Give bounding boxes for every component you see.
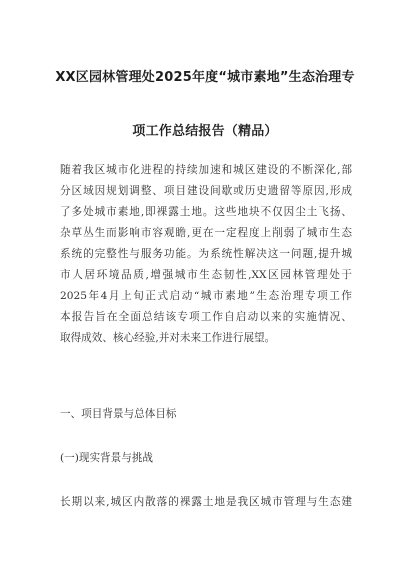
intro-paragraph <box>60 160 352 349</box>
intro-line: 分区域因规划调整、项目建设间歇或历史遗留等原因,形成 <box>60 185 352 197</box>
intro-line: 系统的完整性与服务功能。为系统性解决这一问题,提升城 <box>60 248 352 260</box>
section-heading: 一、项目背景与总体目标 <box>60 408 177 420</box>
document-title-line-1: XX区园林管理处2025年度“城市素地”生态治理专 <box>55 70 355 85</box>
intro-line: 市人居环境品质,增强城市生态韧性,XX区园林管理处于 <box>60 269 352 281</box>
subsection-heading: (一)现实背景与挑战 <box>60 452 154 464</box>
intro-line: 杂草丛生而影响市容观瞻,更在一定程度上削弱了城市生态 <box>60 227 352 239</box>
intro-line: 本报告旨在全面总结该专项工作自启动以来的实施情况、 <box>60 311 352 323</box>
intro-line: 了多处城市素地,即裸露土地。这些地块不仅因尘土飞扬、 <box>60 206 352 218</box>
intro-line: 取得成效、核心经验,并对未来工作进行展望。 <box>60 332 276 344</box>
document-title-line-2: 项工作总结报告（精品） <box>132 124 278 139</box>
intro-line: 随着我区城市化进程的持续加速和城区建设的不断深化,部 <box>60 164 352 176</box>
intro-line: 2025年4月上旬正式启动“城市素地”生态治理专项工作 <box>60 290 352 302</box>
body-paragraph-line: 长期以来,城区内散落的裸露土地是我区城市管理与生态建 <box>60 496 352 508</box>
